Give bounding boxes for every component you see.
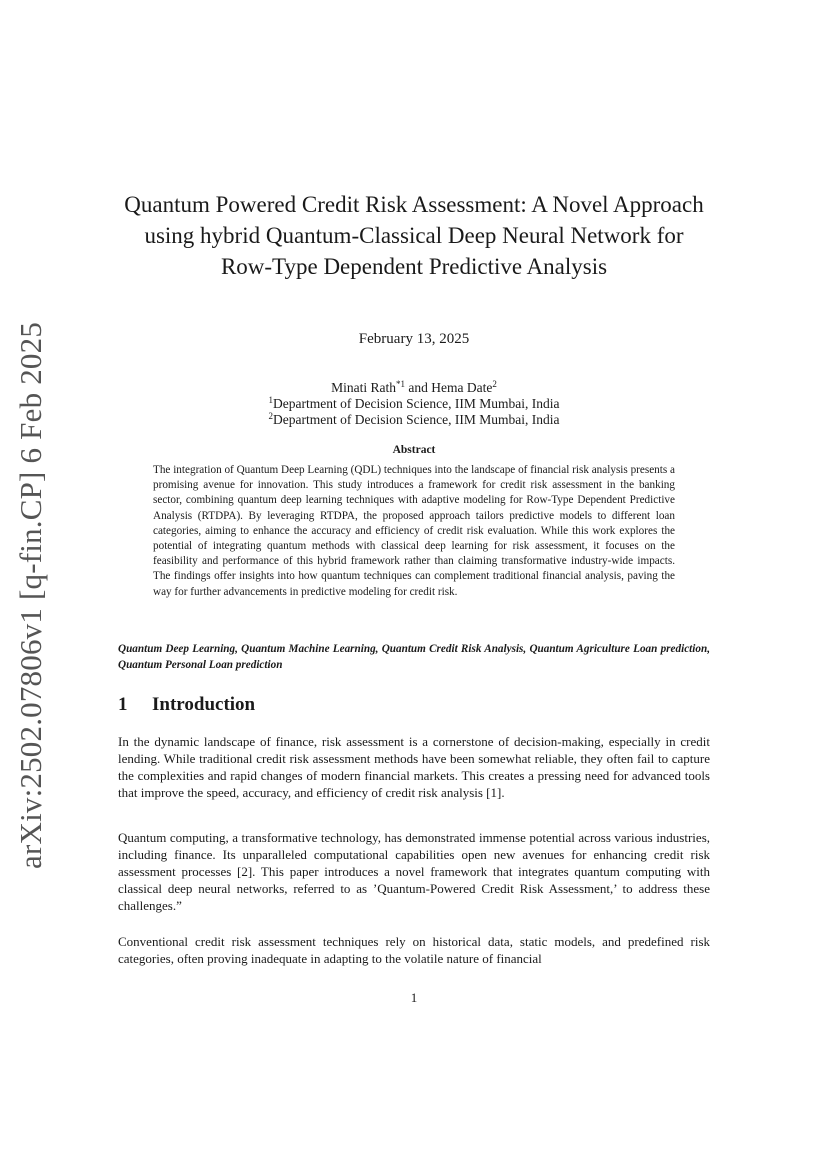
author-name-1: Minati Rath [331, 380, 397, 395]
author-1-mark: *1 [396, 379, 406, 389]
arxiv-identifier: arXiv:2502.07806v1 [q-fin.CP] 6 Feb 2025 [13, 321, 48, 869]
affiliation-2-text: Department of Decision Science, IIM Mumbai, India [273, 412, 560, 427]
abstract-text: The integration of Quantum Deep Learning (QDL) techniques into the landscape of financial risk analysis presents a promising avenue for innovation. This study introduces a framework for credit risk assessment in the banking sector, combining quantum deep learning techniques with adaptive modeling for Row-Type Dependent Predictive Analysis (RTDPA). By leveraging RTDPA, the proposed approach tailors predictive models to different loan categories, aiming to enhance the accuracy and efficiency of credit risk evaluation. While this work explores the potential of integrating quantum methods with classical deep learning for risk assessment, it focuses on the feasibility and performance of this hybrid framework rather than claiming transformative industry-wide impacts. The findings offer insights into how quantum techniques can complement traditional financial analysis, paving the way for further advancements in predictive modeling for credit risk. [153, 464, 675, 598]
affiliation-1-text: Department of Decision Science, IIM Mumbai, India [273, 396, 560, 411]
author-block [118, 380, 710, 428]
affiliation-1-mark: 1 [268, 395, 274, 405]
affiliation-2 [118, 412, 710, 428]
author-2-mark: 2 [492, 379, 497, 389]
section-heading [118, 694, 255, 716]
author-line [118, 380, 710, 396]
paper-date: February 13, 2025 [358, 331, 470, 347]
keywords: Quantum Deep Learning, Quantum Machine Learning, Quantum Credit Risk Analysis, Quantum Agriculture Loan prediction, Quantum Personal Loan prediction [118, 643, 710, 671]
author-connector: and [405, 380, 432, 395]
author-name-2: Hema Date [431, 380, 493, 395]
body-paragraph: In the dynamic landscape of finance, risk assessment is a cornerstone of decision-making, especially in credit lending. While traditional credit risk assessment methods have been somewhat reliable, they often fail to capture the complexities and rapid changes of modern financial markets. This creates a pressing need for advanced tools that improve the speed, accuracy, and efficiency of credit risk analysis [1]. [118, 734, 710, 800]
body-paragraph: Quantum computing, a transformative technology, has demonstrated immense potential across various industries, including finance. Its unparalleled computational capabilities open new avenues for enhancing credit risk assessment processes [2]. This paper introduces a novel framework that integrates quantum computing with classical deep neural networks, referred to as ’Quantum-Powered Credit Risk Assessment,’ to address these challenges.” [118, 830, 710, 913]
abstract-heading: Abstract [392, 444, 436, 456]
section-number: 1 [118, 694, 128, 715]
body-paragraph: Conventional credit risk assessment techniques rely on historical data, static models, and predefined risk categories, often proving inadequate in adapting to the volatile nature of financial [118, 934, 710, 966]
page-number: 1 [410, 990, 418, 1005]
section-title: Introduction [152, 694, 256, 715]
affiliation-2-mark: 2 [268, 411, 274, 421]
affiliation-1 [118, 396, 710, 412]
paper-title: Quantum Powered Credit Risk Assessment: A Novel Approach using hybrid Quantum-Classical Deep Neural Network for Row-Type Dependent Predictive Analysis [124, 192, 704, 279]
